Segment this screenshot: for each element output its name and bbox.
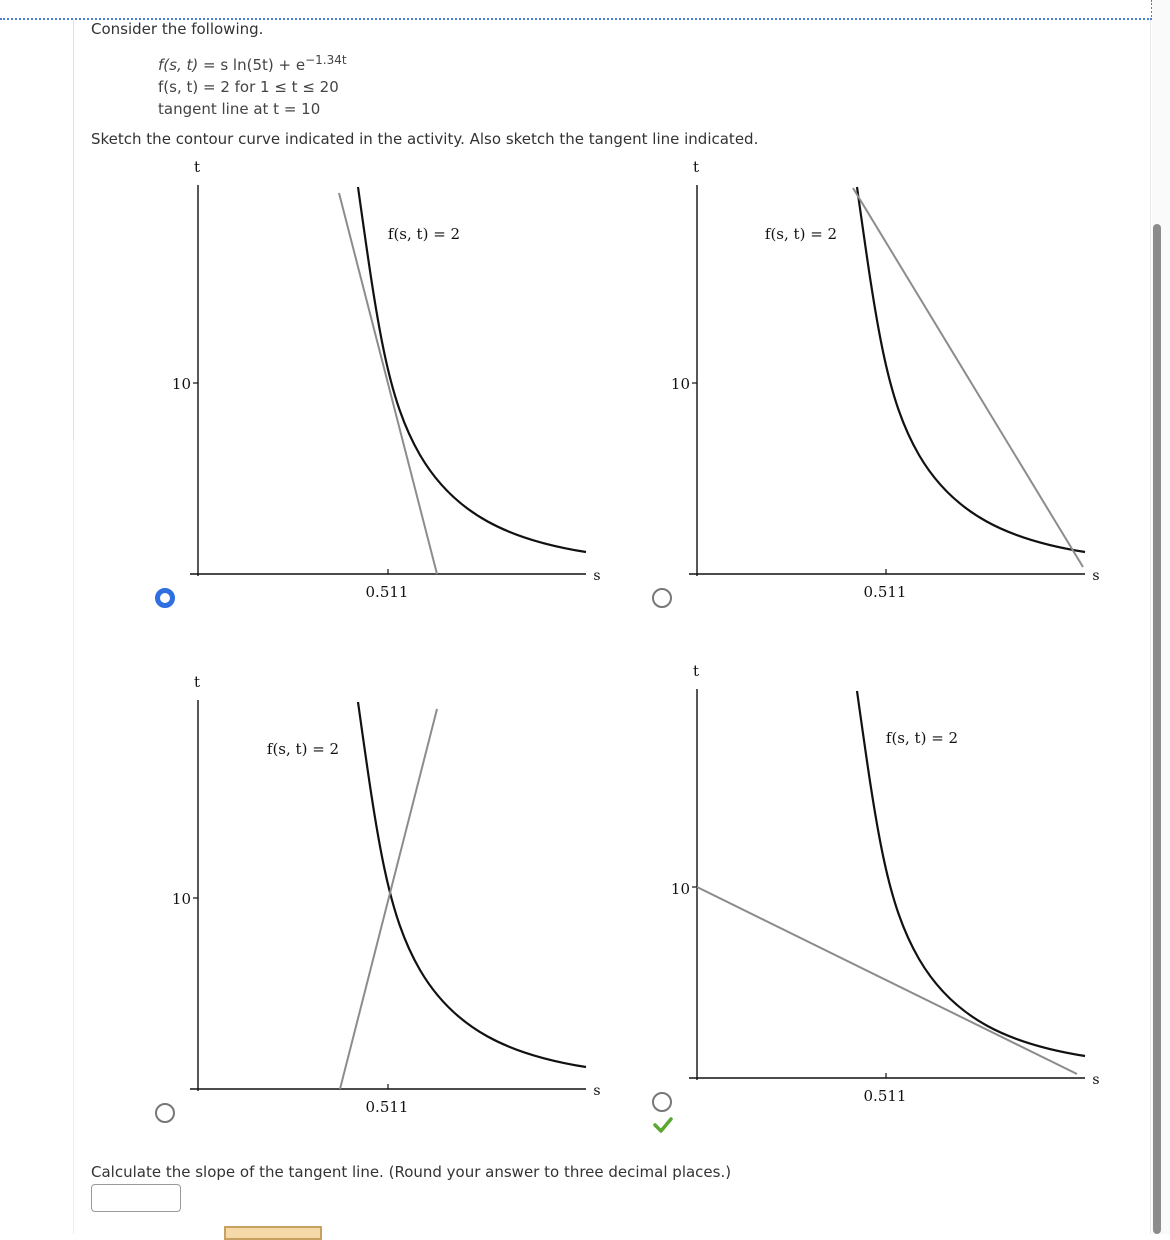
t-tick-label: 10 — [670, 880, 690, 898]
correct-check-icon — [655, 1119, 671, 1131]
t-axis-label: t — [193, 673, 201, 691]
t-axis-label: t — [193, 158, 201, 176]
contour-label: f(s, t) = 2 — [266, 740, 340, 758]
function-rhs: = s ln(5t) + e — [203, 56, 306, 74]
contour-label: f(s, t) = 2 — [387, 225, 461, 243]
s-axis-label: s — [1092, 1072, 1100, 1088]
graph-choice-c — [172, 673, 601, 1116]
slope-answer-input[interactable] — [91, 1184, 181, 1212]
s-tick-label: 0.511 — [365, 1098, 409, 1116]
t-tick-label: 10 — [171, 375, 191, 393]
scrollbar-thumb[interactable] — [1153, 224, 1161, 1234]
instruction-text: Sketch the contour curve indicated in the activity. Also sketch the tangent line indicated. — [91, 130, 759, 148]
contour-condition: f(s, t) = 2 for 1 ≤ t ≤ 20 — [158, 78, 339, 96]
partially-visible-button[interactable] — [224, 1226, 322, 1240]
s-tick-label: 0.511 — [863, 583, 907, 601]
contour-label: f(s, t) = 2 — [764, 225, 838, 243]
tangent-line — [340, 709, 437, 1089]
s-axis-label: s — [593, 1083, 601, 1099]
graph-choice-d — [671, 662, 1100, 1105]
contour-label: f(s, t) = 2 — [885, 729, 959, 747]
radio-choice-d[interactable] — [652, 1092, 672, 1112]
tangent-line — [697, 887, 1077, 1074]
t-axis-label: t — [692, 662, 700, 680]
tangent-line — [339, 193, 437, 574]
s-axis-label: s — [593, 568, 601, 584]
t-tick-label: 10 — [670, 375, 690, 393]
s-tick-label: 0.511 — [863, 1087, 907, 1105]
radio-choice-b[interactable] — [652, 588, 672, 608]
radio-choice-a[interactable] — [155, 588, 175, 608]
s-axis-label: s — [1092, 568, 1100, 584]
tangent-condition: tangent line at t = 10 — [158, 100, 321, 118]
graph-choice-b — [671, 158, 1100, 601]
function-exponent: −1.34t — [305, 53, 347, 67]
function-lhs: f(s, t) — [158, 56, 199, 74]
t-tick-label: 10 — [171, 890, 191, 908]
slope-question-text: Calculate the slope of the tangent line. (Round your answer to three decimal places.) — [91, 1163, 732, 1181]
radio-choice-c[interactable] — [155, 1103, 175, 1123]
s-tick-label: 0.511 — [365, 583, 409, 601]
graph-choice-a — [172, 158, 601, 601]
intro-text: Consider the following. — [91, 20, 264, 38]
t-axis-label: t — [692, 158, 700, 176]
contour-curve — [857, 187, 1085, 552]
right-rule — [1150, 20, 1151, 1234]
